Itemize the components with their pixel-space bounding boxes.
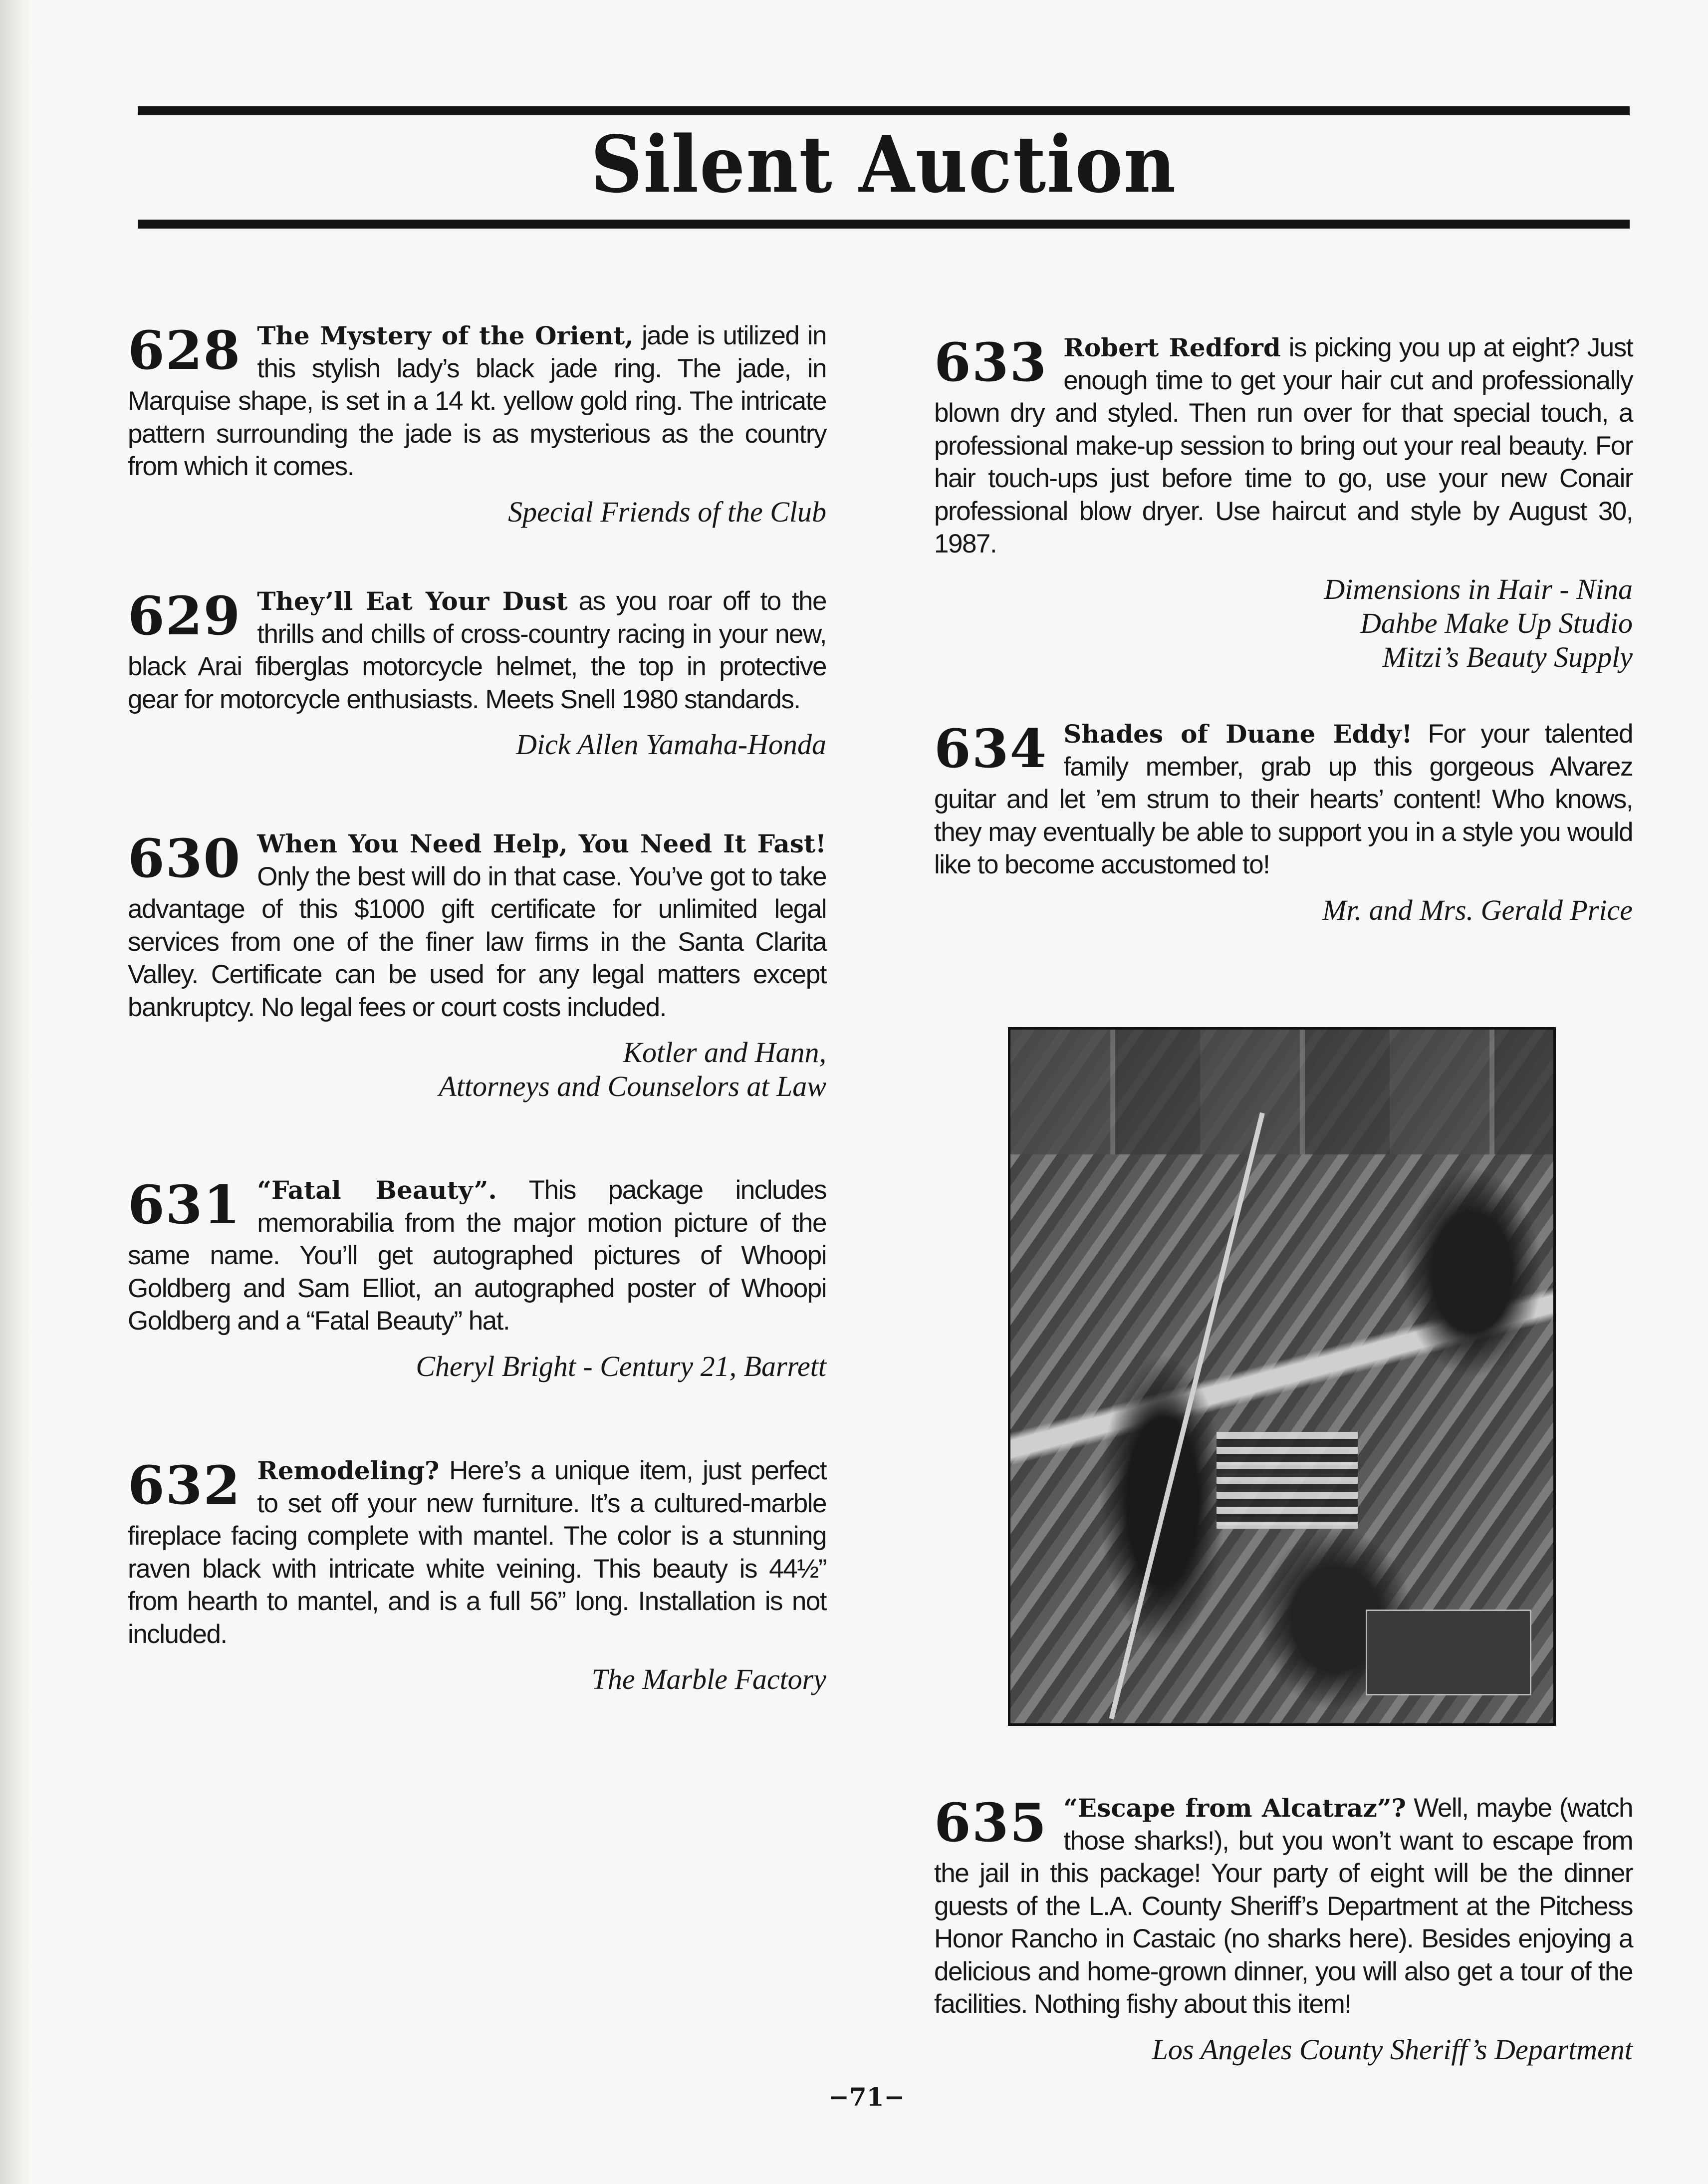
page-title: Silent Auction <box>590 119 1177 210</box>
item-donor <box>128 1350 826 1383</box>
photo-road <box>1109 1112 1265 1719</box>
auction-item-632 <box>128 1454 826 1696</box>
lot-number: 628 <box>128 319 242 381</box>
item-body: Only the best will do in that case. You’ve got to take advantage of this $1000 gift certificate for unlimited legal services from one of the finer law firms in the Santa Clarita Valley. Certificate can be used for any legal matters except bankruptcy. No legal fees or court costs included. <box>128 861 826 1022</box>
donor-line: The Marble Factory <box>591 1663 826 1695</box>
item-donor <box>934 2033 1633 2067</box>
item-donor <box>934 572 1633 674</box>
lot-number: 635 <box>934 1791 1048 1854</box>
donor-line: Special Friends of the Club <box>508 495 826 528</box>
aerial-photo-honor-rancho <box>1008 1027 1556 1726</box>
auction-item-635 <box>934 1792 1633 2067</box>
page-gutter-shadow <box>0 0 30 2184</box>
donor-line: Los Angeles County Sheriff’s Department <box>1152 2033 1633 2066</box>
item-body: as you roar off to the thrills and chills of cross-country racing in your new, black Arai fiberglas motorcycle helmet, the top in protective gear for motorcycle enthusiasts. Meets Snell 1980 standards. <box>128 586 826 714</box>
item-headline: Robert Redford <box>1063 333 1281 362</box>
auction-item-630 <box>128 827 826 1103</box>
auction-item-633 <box>934 331 1633 674</box>
item-headline: When You Need Help, You Need It Fast! <box>257 829 826 858</box>
lot-number: 633 <box>934 331 1048 393</box>
item-body: Here’s a unique item, just perfect to set off your new furniture. It’s a cultured-marble fireplace facing complete with mantel. The color is a stunning raven black with intricate white veining. This beauty is 44½” from hearth to mantel, and is a full 56” long. Installation is not included. <box>128 1456 826 1649</box>
donor-line: Kotler and Hann, <box>623 1036 826 1069</box>
item-headline: “Fatal Beauty”. <box>257 1175 497 1205</box>
page-number: −71− <box>828 2082 905 2112</box>
item-headline: Remodeling? <box>257 1456 440 1485</box>
lot-number: 631 <box>128 1173 242 1236</box>
item-donor <box>128 1662 826 1696</box>
item-headline: Shades of Duane Eddy! <box>1063 719 1413 749</box>
item-donor <box>128 1036 826 1103</box>
donor-line: Dick Allen Yamaha-Honda <box>516 728 826 761</box>
lot-number: 630 <box>128 827 242 889</box>
item-donor <box>934 893 1633 927</box>
item-body: Well, maybe (watch those sharks!), but you won’t want to escape from the jail in this package! Your party of eight will be the dinner guests of the L.A. County Sheriff’s Department at the Pitchess Honor Rancho in Castaic (no sharks here). Besides enjoying a delicious and home-grown dinner, you will also get a tour of the facilities. Nothing fishy about this item! <box>934 1793 1633 2019</box>
auction-item-629 <box>128 585 826 762</box>
item-body: This package includes memorabilia from the major motion picture of the same name. You’ll get autographed pictures of Whoopi Goldberg and Sam Elliot, an autographed poster of Whoopi Goldberg and a “Fatal Beauty” hat. <box>128 1175 826 1336</box>
donor-line: Cheryl Bright - Century 21, Barrett <box>416 1350 826 1382</box>
item-donor <box>128 495 826 529</box>
photo-barracks <box>1217 1432 1358 1529</box>
donor-line: Dimensions in Hair - Nina <box>1324 572 1633 605</box>
lot-number: 632 <box>128 1454 242 1516</box>
title-rule-top <box>138 106 1630 115</box>
donor-line: Dahbe Make Up Studio <box>1360 606 1633 639</box>
photo-farm-fields <box>1010 1030 1553 1154</box>
item-headline: The Mystery of the Orient, <box>257 321 634 350</box>
auction-item-634 <box>934 718 1633 927</box>
item-headline: They’ll Eat Your Dust <box>257 586 568 616</box>
lot-number: 629 <box>128 584 242 647</box>
title-rule-bottom <box>138 220 1630 229</box>
donor-line: Attorneys and Counselors at Law <box>439 1070 826 1102</box>
item-body: For your talented family member, grab up this gorgeous Alvarez guitar and let ’em strum to their hearts’ content! Who knows, they may eventually be able to support you in a style you would like to become accustomed to! <box>934 719 1633 879</box>
donor-line: Mitzi’s Beauty Supply <box>1382 640 1633 673</box>
auction-item-628 <box>128 319 826 529</box>
lot-number: 634 <box>934 717 1048 780</box>
item-headline: “Escape from Alcatraz”? <box>1063 1793 1406 1823</box>
auction-item-631 <box>128 1174 826 1383</box>
item-body: jade is utilized in this stylish lady’s black jade ring. The jade, in Marquise shape, is set in a 14 kt. yellow gold ring. The intricate pattern surrounding the jade is as mysterious as the country from which it comes. <box>128 321 826 481</box>
item-body: is picking you up at eight? Just enough time to get your hair cut and professionally blown dry and styled. Then run over for that special touch, a professional make-up session to bring out your real beauty. For hair touch-ups just before time to go, use your new Conair professional blow dryer. Use haircut and style by August 30, 1987. <box>934 333 1633 558</box>
photo-main-building <box>1366 1610 1531 1696</box>
item-donor <box>128 728 826 762</box>
donor-line: Mr. and Mrs. Gerald Price <box>1322 893 1633 926</box>
